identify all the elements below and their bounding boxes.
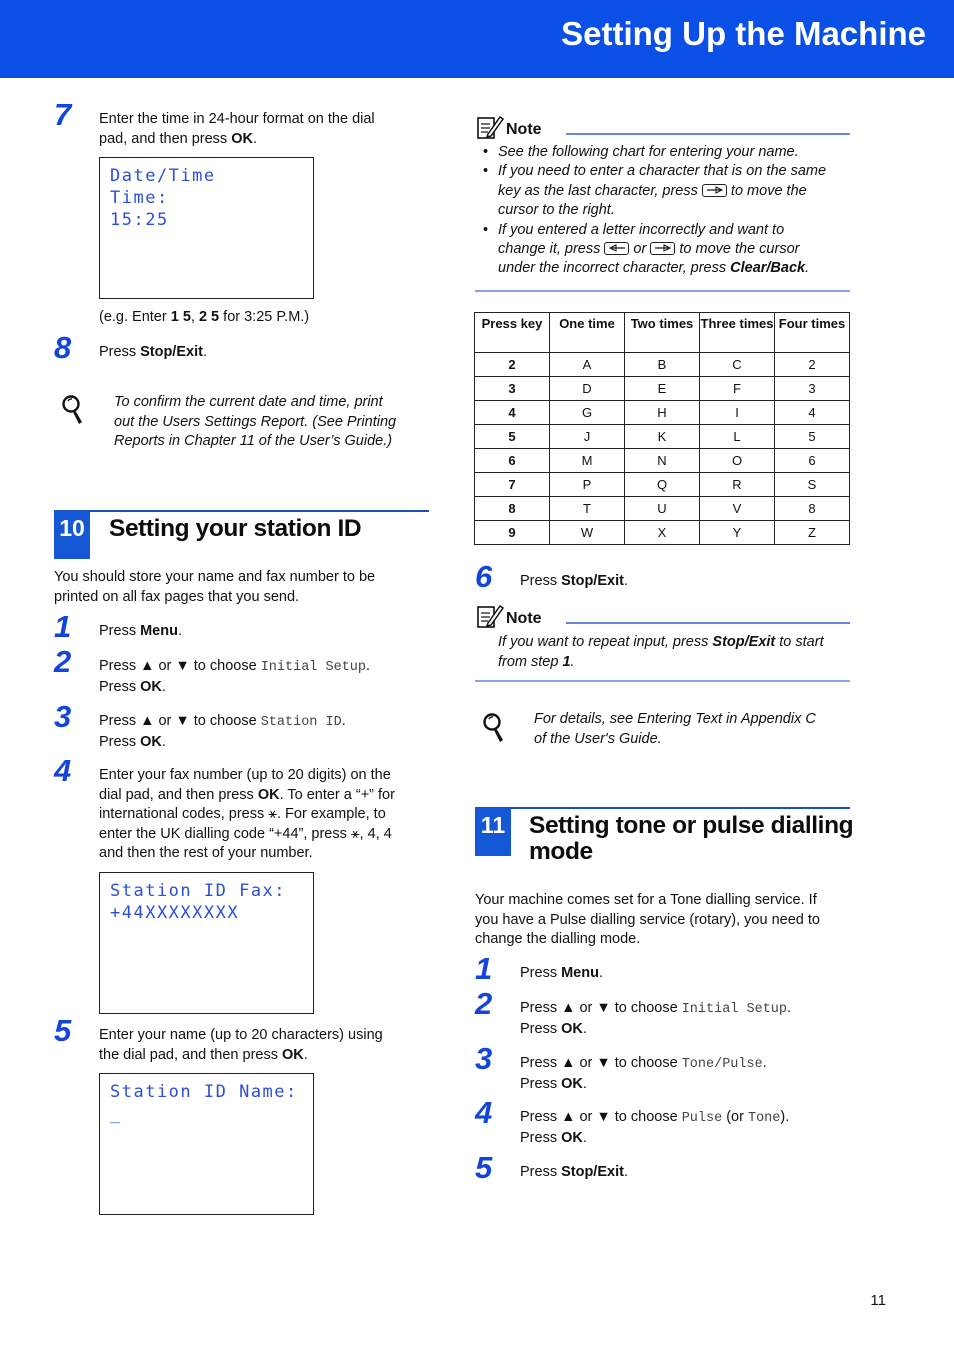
table-cell: Z	[775, 521, 850, 545]
press-key-cell: 9	[475, 521, 550, 545]
note-text: If you want to repeat input, press Stop/Exit to start from step 1.	[498, 634, 824, 670]
lcd-display-name	[99, 1073, 314, 1215]
table-cell: V	[700, 497, 775, 521]
table-cell: G	[550, 401, 625, 425]
magnifier-tip-icon	[481, 712, 507, 744]
step-7-text	[99, 110, 429, 149]
step-text: Press ▲ or ▼ to choose Tone/Pulse. Press OK.	[520, 1055, 767, 1092]
note-bottom-rule	[475, 290, 850, 292]
right-arrow-key-icon	[702, 184, 727, 197]
left-arrow-key-icon	[604, 242, 629, 255]
note-bullet: • See the following chart for entering your name.	[475, 143, 853, 162]
table-row	[475, 473, 850, 497]
table-row	[475, 425, 850, 449]
step-number: 2	[54, 644, 72, 679]
table-cell: C	[700, 353, 775, 377]
section-intro: Your machine comes set for a Tone dialling service. If you have a Pulse dialling service (rotary), you need to change the dialling mode.	[475, 892, 820, 947]
table-cell: 4	[775, 401, 850, 425]
step-text: Press ▲ or ▼ to choose Initial Setup. Press OK.	[520, 1000, 792, 1037]
note-rule	[566, 622, 850, 624]
table-cell: R	[700, 473, 775, 497]
press-key-cell: 4	[475, 401, 550, 425]
step-number: 8	[54, 330, 72, 365]
step-number: 1	[475, 951, 493, 986]
table-cell: T	[550, 497, 625, 521]
badge-tail	[475, 842, 511, 856]
lcd-line: Date/Time	[110, 166, 216, 186]
column-header: One time	[550, 313, 625, 353]
table-cell: K	[625, 425, 700, 449]
press-key-cell: 3	[475, 377, 550, 401]
page-title: Setting Up the Machine	[561, 15, 926, 52]
table-cell: F	[700, 377, 775, 401]
section-title: Setting tone or pulse dialling mode	[529, 812, 854, 865]
table-cell: D	[550, 377, 625, 401]
table-cell: H	[625, 401, 700, 425]
note-bullet: • If you need to enter a character that is on the same key as the last character, press to move the cursor to the right.	[475, 162, 853, 220]
page-header-banner	[0, 0, 954, 78]
lcd-line: +44XXXXXXXX	[110, 903, 240, 923]
step-number: 3	[54, 699, 72, 734]
note-bullet: • If you entered a letter incorrectly and want to change it, press or to move the cursor under the incorrect character, press Clear/Back.	[475, 221, 853, 279]
column-header: Two times	[625, 313, 700, 353]
table-cell: J	[550, 425, 625, 449]
table-cell: L	[700, 425, 775, 449]
note-title: Note	[506, 121, 542, 138]
section-number-badge: 10	[54, 511, 90, 559]
table-cell: 8	[775, 497, 850, 521]
step-text: Press Menu.	[99, 623, 182, 639]
column-header: Three times	[700, 313, 775, 353]
table-header-row	[475, 313, 850, 353]
step-text: Press ▲ or ▼ to choose Pulse (or Tone). Press OK.	[520, 1109, 790, 1146]
press-key-cell: 6	[475, 449, 550, 473]
right-arrow-key-icon	[650, 242, 675, 255]
table-cell: Y	[700, 521, 775, 545]
column-header: Press key	[475, 313, 550, 353]
table-row	[475, 401, 850, 425]
step-number: 5	[54, 1013, 72, 1048]
step-number: 6	[475, 559, 493, 594]
step-number: 1	[54, 609, 72, 644]
table-cell: M	[550, 449, 625, 473]
table-cell: E	[625, 377, 700, 401]
table-row	[475, 377, 850, 401]
table-cell: 2	[775, 353, 850, 377]
table-row	[475, 449, 850, 473]
note-bottom-rule	[475, 680, 850, 682]
time-example: (e.g. Enter 1 5, 2 5 for 3:25 P.M.)	[99, 309, 310, 325]
table-cell: 5	[775, 425, 850, 449]
table-cell: 3	[775, 377, 850, 401]
table-cell: S	[775, 473, 850, 497]
table-cell: A	[550, 353, 625, 377]
tip-text: To confirm the current date and time, print out the Users Settings Report. (See Printing Reports in Chapter 11 of the User’s Guide.)	[114, 394, 397, 449]
table-cell: O	[700, 449, 775, 473]
lcd-display-time	[99, 157, 314, 299]
press-key-cell: 5	[475, 425, 550, 449]
table-cell: N	[625, 449, 700, 473]
table-cell: 6	[775, 449, 850, 473]
step-number: 4	[475, 1095, 493, 1130]
step-number: 4	[54, 753, 72, 788]
section-number-badge: 11	[475, 808, 511, 856]
step-number: 7	[54, 97, 72, 132]
lcd-line: _	[110, 1104, 122, 1124]
step-text: Press Stop/Exit.	[520, 1164, 628, 1180]
tip-text: For details, see Entering Text in Appendix C of the User's Guide.	[534, 711, 816, 747]
step-text: Press ▲ or ▼ to choose Station ID. Press OK.	[99, 713, 346, 750]
step-text: Enter your name (up to 20 characters) using the dial pad, and then press OK.	[99, 1027, 383, 1063]
page-number: 11	[870, 1292, 886, 1309]
lcd-line: Station ID Name:	[110, 1082, 298, 1102]
table-cell: X	[625, 521, 700, 545]
section-intro: You should store your name and fax number to be printed on all fax pages that you send.	[54, 569, 376, 605]
table-row	[475, 353, 850, 377]
step-8-text: Press Stop/Exit.	[99, 344, 207, 360]
section-divider	[54, 510, 429, 512]
table-cell: B	[625, 353, 700, 377]
step-text: Enter your fax number (up to 20 digits) on the dial pad, and then press OK. To enter a “+” for international codes, press ⚹. For example, to enter the UK dialling code “+44”, press ⚹, 4, 4 and then the rest of your number.	[99, 767, 395, 861]
lcd-line: Time:	[110, 188, 169, 208]
table-row	[475, 497, 850, 521]
step-text: Press Menu.	[520, 965, 603, 981]
step-7-line1: Enter the time in 24-hour format on the dial	[99, 111, 375, 127]
note-pencil-icon	[476, 603, 504, 629]
badge-tail	[54, 545, 90, 559]
table-cell: I	[700, 401, 775, 425]
note-bullets	[475, 143, 853, 279]
press-key-cell: 7	[475, 473, 550, 497]
note-rule	[566, 133, 850, 135]
press-key-cell: 2	[475, 353, 550, 377]
magnifier-tip-icon	[60, 394, 86, 426]
table-cell: Q	[625, 473, 700, 497]
step-number: 5	[475, 1150, 493, 1185]
column-header: Four times	[775, 313, 850, 353]
table-cell: U	[625, 497, 700, 521]
note-title: Note	[506, 610, 542, 627]
section-title: Setting your station ID	[109, 515, 362, 542]
section-divider	[475, 807, 850, 809]
step-text: Press ▲ or ▼ to choose Initial Setup. Press OK.	[99, 658, 371, 695]
lcd-line: Station ID Fax:	[110, 881, 287, 901]
table-cell: W	[550, 521, 625, 545]
table-row	[475, 521, 850, 545]
step-text: Press Stop/Exit.	[520, 573, 628, 589]
step-number: 2	[475, 986, 493, 1021]
character-entry-table	[474, 312, 850, 545]
table-cell: P	[550, 473, 625, 497]
note-pencil-icon	[476, 114, 504, 140]
lcd-display-fax	[99, 872, 314, 1014]
press-key-cell: 8	[475, 497, 550, 521]
step-number: 3	[475, 1041, 493, 1076]
step-7-line2: pad, and then press OK.	[99, 130, 257, 147]
lcd-line: 15:25	[110, 210, 169, 230]
